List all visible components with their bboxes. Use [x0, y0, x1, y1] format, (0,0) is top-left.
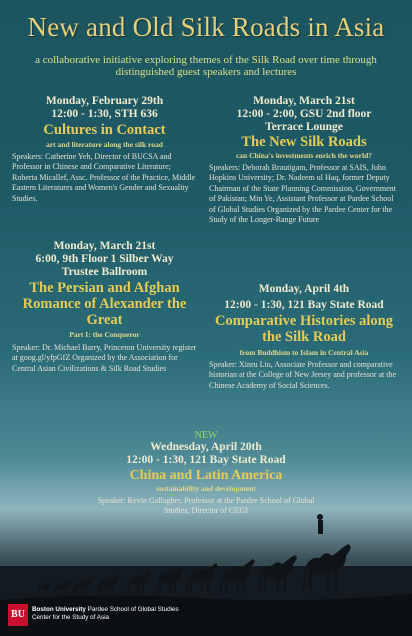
event-venue: 12:00 - 1:30, 121 Bay State Road: [126, 454, 286, 466]
event-description: Speakers: Deborah Brautigam, Professor at SAIS, John Hopkins University; Dr. Nadeem ul Haq, former Deputy Chairman of the State Planning Commission, Government of Pakistan; Min Ye, Assistant Professor at Pardee School of Global Studies Organized by the Pardee Center for the Study of the Longer-Range Future: [209, 163, 396, 225]
event-title: Comparative Histories along the Silk Road: [214, 313, 393, 345]
event-date: Monday, March 21st: [53, 240, 156, 252]
event-venue: 12:00 - 1:30, 121 Bay State Road: [224, 299, 384, 311]
event-date: Wednesday, April 20th: [150, 441, 262, 453]
event-tagline: sustainability and development: [156, 484, 256, 493]
event-venue: 12:00 - 2:00, GSU 2nd floor: [236, 108, 372, 120]
event-title: Cultures in Contact: [43, 122, 166, 138]
event-venue-room: Terrace Lounge: [265, 121, 343, 133]
event-new-silk-roads: [209, 95, 399, 225]
event-cultures-in-contact: [12, 95, 197, 204]
event-tagline: Part I: the Conqueror: [69, 330, 140, 339]
event-persian-afghan-romance: [12, 240, 197, 374]
event-venue: 6:00, 9th Floor 1 Silber Way: [35, 253, 174, 265]
event-tagline: from Buddhism to Islam in Central Asia: [239, 348, 369, 357]
event-title: The New Silk Roads: [241, 134, 367, 150]
footer-center: Center for the Study of Asia: [32, 614, 110, 621]
event-comparative-histories: [209, 283, 399, 391]
footer-university: Boston University: [32, 606, 86, 613]
event-tagline: can China's investments enrich the world?: [235, 151, 373, 160]
page-title: New and Old Silk Roads in Asia: [27, 12, 385, 42]
footer-school: Pardee School of Global Studies: [85, 606, 179, 613]
event-description: Speaker: Kevin Gallagher, Professor at the Pardee School of Global Studies, Director of GEGI: [97, 496, 315, 516]
event-date: Monday, April 4th: [258, 283, 350, 295]
event-description: Speaker: Xinru Liu, Associate Professor and comparative historian at the College of New Jersey and professor at the Chinese Academy of Social Sciences.: [209, 360, 397, 390]
event-title: The Persian and Afghan Romance of Alexander the Great: [22, 280, 187, 328]
event-tagline: art and literature along the silk road: [46, 140, 163, 149]
page-subtitle: a collaborative initiative exploring themes of the Silk Road over time through distinguished guest speakers and lectures: [35, 54, 377, 78]
event-venue-room: Trustee Ballroom: [61, 266, 148, 278]
footer-sponsor: [32, 606, 179, 622]
event-description: Speaker: Dr. Michael Barry, Princeton University register at goog.gl/yfpGfZ Organized by the Association for Central Asian Civilizations & Silk Road Studies: [12, 343, 197, 373]
event-venue: 12:00 - 1:30, STH 636: [51, 108, 158, 120]
event-date: Monday, February 29th: [45, 95, 164, 107]
event-title: China and Latin America: [129, 468, 283, 483]
event-date: Monday, March 21st: [253, 95, 355, 107]
new-badge: NEW: [194, 430, 218, 441]
event-description: Speakers: Catherine Yeh, Director of BUCSA and Professor in Chinese and Comparative Literature; Roberta Micallef, Assc. Professor of the Practice, Middle Eastern Literatures and Women's Gender and Sexuality Studies.: [12, 152, 196, 203]
boston-university-logo: BU: [8, 604, 28, 626]
